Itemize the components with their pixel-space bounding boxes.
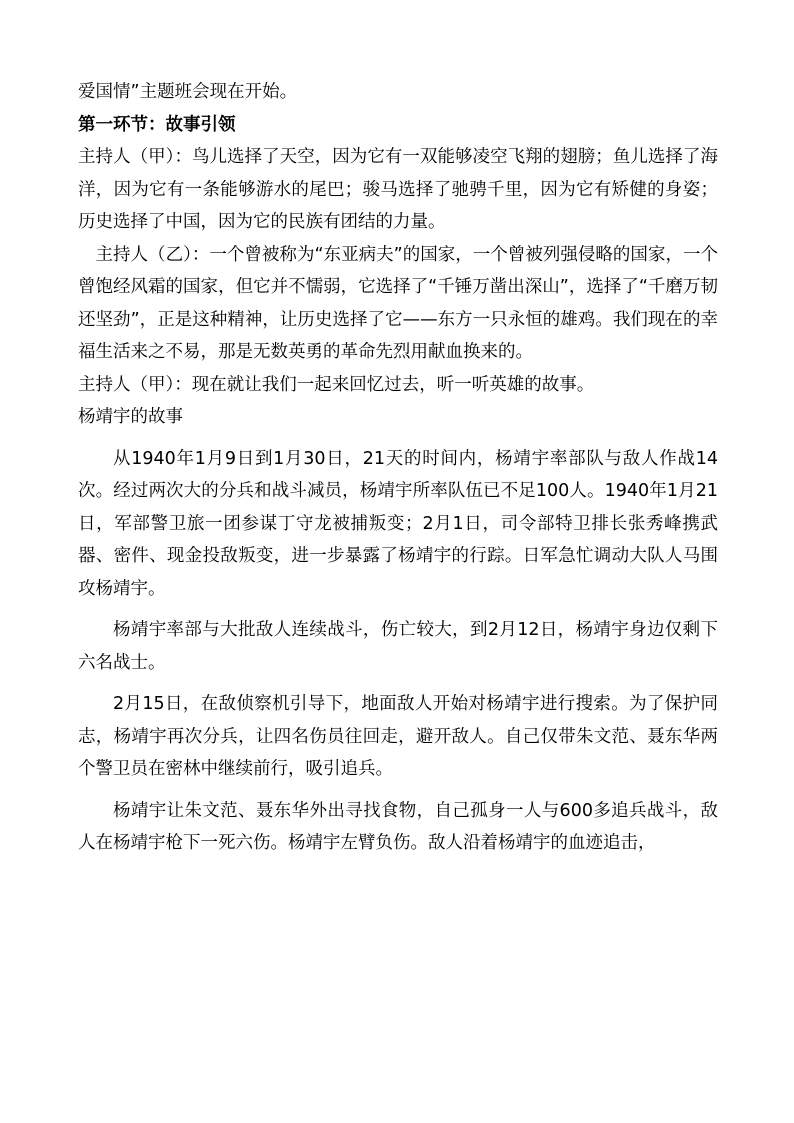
- story-paragraph-2: 杨靖宇率部与大批敌人连续战斗，伤亡较大，到2月12日，杨靖宇身边仅剩下六名战士。: [78, 620, 718, 673]
- section-heading: 第一环节：故事引领: [78, 114, 236, 135]
- story-paragraph-3: 2月15日，在敌侦察机引导下，地面敌人开始对杨靖宇进行搜索。为了保护同志，杨靖宇再次分兵，让四名伤员往回走，避开敌人。自己仅带朱文范、聂东华两个警卫员在密林中继续前行，吸引追兵。: [78, 694, 718, 779]
- story-title: 杨靖宇的故事: [78, 407, 183, 427]
- document-page: [78, 76, 718, 860]
- story-paragraph-4: 杨靖宇让朱文范、聂东华外出寻找食物，自己孤身一人与600多追兵战斗，敌人在杨靖宇枪下一死六伤。杨靖宇左臂负伤。敌人沿着杨靖宇的血迹追击，: [78, 800, 718, 853]
- intro-line: 爱国情”主题班会现在开始。: [78, 82, 298, 102]
- host-a-speech-1: 主持人（甲）：鸟儿选择了天空，因为它有一双能够凌空飞翔的翅膀；鱼儿选择了海洋，因为它有一条能够游水的尾巴；骏马选择了驰骋千里，因为它有矫健的身姿；历史选择了中国，因为它的民族有团结的力量。: [78, 147, 718, 232]
- host-a-speech-2: 主持人（甲）：现在就让我们一起来回忆过去，听一听英雄的故事。: [78, 374, 595, 395]
- host-b-speech: 主持人（乙）：一个曾被称为“东亚病夫”的国家，一个曾被列强侵略的国家，一个曾饱经风霜的国家，但它并不懦弱，它选择了“千锤万凿出深山”，选择了“千磨万韧还坚劲”，正是这种精神，让历史选择了它——东方一只永恒的雄鸡。我们现在的幸福生活来之不易，那是无数英勇的革命先烈用献血换来的。: [78, 244, 718, 362]
- story-paragraph-1: 从1940年1月9日到1月30日，21天的时间内，杨靖宇率部队与敌人作战14次。经过两次大的分兵和战斗减员，杨靖宇所率队伍已不足100人。1940年1月21日，军部警卫旅一团参谋丁守龙被捕叛变；2月1日，司令部特卫排长张秀峰携武器、密件、现金投敌叛变，进一步暴露了杨靖宇的行踪。日军急忙调动大队人马围攻杨靖宇。: [78, 448, 718, 599]
